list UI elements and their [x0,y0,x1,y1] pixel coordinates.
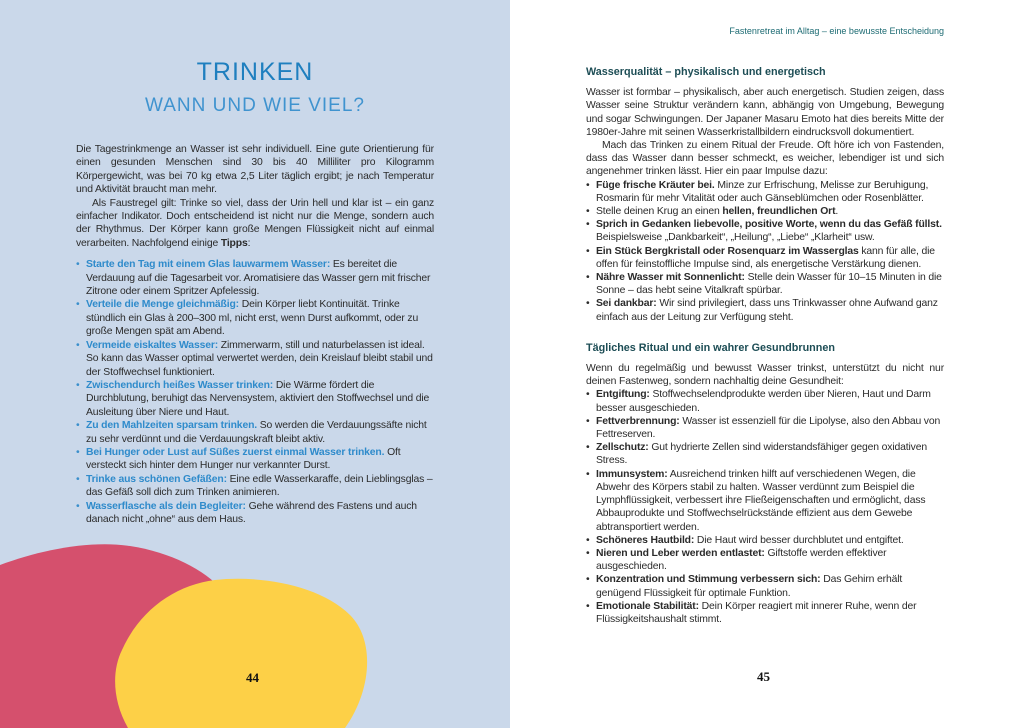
rule-end: : [247,237,251,249]
item-text: kann für alle, die offen für feinstoffliche Impulse sind, als energetische Verstärkung dienen. [596,245,935,270]
item-bold: Entgiftung: [596,389,650,401]
tip-text: Eine edle Wasserkaraffe, dein Lieblingsglas – das Gefäß soll dich zum Trinken animieren. [86,473,433,499]
tip-text: Zimmerwarm, still und naturbelassen ist ideal. So kann das Wasser optimal verwertet werden, dein Kreislauf bleibt stabil und der Stoffwechsel funktioniert. [86,339,433,378]
list-item [586,271,944,297]
list-item [76,473,434,500]
tip-title: Trinke aus schönen Gefäßen: [86,473,227,485]
tip-title: Zwischendurch heißes Wasser trinken: [86,379,274,391]
list-item [76,298,434,338]
list-item [586,468,944,534]
item-text: Wir sind privilegiert, dass uns Trinkwasser ohne Aufwand ganz einfach aus der Leitung zur Verfügung steht. [596,298,938,323]
intro-paragraph: Die Tagestrinkmenge an Wasser ist sehr individuell. Eine gute Orientierung für einen gesunden Menschen sind 30 bis 40 Milliliter pro Kilogramm Körpergewicht, was bei 70 kg etwa 2,5 Liter täglich ergibt; je nach Temperatur und Aktivität braucht man mehr. [76,144,434,196]
item-bold: hellen, freundlichen Ort [722,206,836,218]
item-text: . [835,206,839,218]
item-bold: Schöneres Hautbild: [596,534,695,546]
item-pre: Stelle deinen Krug an einen [596,206,723,218]
benefits-list [586,388,944,626]
rule-paragraph [76,197,434,251]
page-number: 44 [246,670,259,685]
left-body [76,143,434,526]
tip-title: Zu den Mahlzeiten sparsam trinken. [86,420,258,432]
tip-text: Oft versteckt sich hinter dem Hunger nur verkannter Durst. [86,446,401,472]
tips-list [76,258,434,526]
paragraph: Mach das Trinken zu einem Ritual der Freude. Oft höre ich von Fastenden, dass das Wasser dann besser schmeckt, es weicher, lebendiger ist und sich angenehmer trinken lässt. Hier ein paar Impulse dazu: [586,140,944,178]
running-header: Fastenretreat im Alltag – eine bewusste Entscheidung [729,26,944,36]
list-item [586,179,944,205]
page-number: 45 [757,669,770,684]
item-bold: Emotionale Stabilität: [596,600,699,612]
list-item [586,245,944,271]
right-body [586,66,944,626]
item-text: Dein Körper reagiert mit innerer Ruhe, wenn der Flüssigkeitshaushalt stimmt. [596,600,917,625]
list-item [586,573,944,599]
page-title: TRINKEN [196,58,314,86]
list-item [76,339,434,379]
tip-title: Bei Hunger oder Lust auf Süßes zuerst einmal Wasser trinken. [86,446,385,458]
list-item [76,258,434,298]
paragraph: Wenn du regelmäßig und bewusst Wasser trinkst, unterstützt du nicht nur deinen Fastenweg, sondern nachhaltig deine Gesundheit: [586,363,944,388]
list-item [76,500,434,527]
tip-text: Dein Körper liebt Kontinuität. Trinke stündlich ein Glas à 200–300 ml, nicht erst, wenn Durst aufkommt, oder zu große Mengen spät am Abend. [86,299,419,338]
item-text: Das Gehirn erhält genügend Flüssigkeit für optimale Funktion. [596,574,903,599]
item-bold: Sei dankbar: [596,298,657,310]
impulse-list [586,179,944,324]
item-bold: Immunsystem: [596,468,668,480]
section-daily-ritual [586,342,944,626]
item-text: Stoffwechselendprodukte werden über Nieren, Haut und Darm besser ausgeschieden. [596,389,931,414]
item-text: Gut hydrierte Zellen sind widerstandsfähiger gegen oxidativen Stress. [596,442,927,467]
page-subtitle: WANN UND WIE VIEL? [145,95,365,116]
item-bold: Konzentration und Stimmung verbessern sich: [596,574,821,586]
item-text: Stelle dein Wasser für 10–15 Minuten in die Sonne – das hebt seine Vitalkraft spürbar. [596,272,942,297]
list-item [586,534,944,547]
rule-text: Als Faustregel gilt: Trinke so viel, dass der Urin hell und klar ist – ein ganz einfacher Indikator. Doch entscheidend ist nicht nur die Menge, sondern auch der Rhythmus. Der Körper kann große Mengen Flüssigkeit nicht auf einmal verarbeiten. Nachfolgend einige [76,197,434,249]
item-text: Wasser ist essenziell für die Lipolyse, also den Abbau von Fettreserven. [596,415,941,441]
tip-text: Es bereitet die Verdauung auf die Tagesarbeit vor. Aromatisiere das Wasser gern mit frischer Zitrone oder einem Spritzer Apfelessig. [86,259,431,298]
paragraph: Wasser ist formbar – physikalisch, aber auch energetisch. Studien zeigen, dass Wasser seine Struktur verändern kann, abhängig von Umgebung, Bewegung und sogar Schwingungen. Der Japaner Masaru Emoto hat dies bereits Mitte der 1980er-Jahre mit seinen Wasserkristallbildern eindrucksvoll dokumentiert. [586,87,944,138]
item-bold: Nähre Wasser mit Sonnenlicht: [596,272,745,284]
section-water-quality [586,66,944,324]
tip-title: Wasserflasche als dein Begleiter: [86,500,246,512]
section-heading: Tägliches Ritual und ein wahrer Gesundbrunnen [586,341,835,354]
list-item [586,297,944,323]
item-text: Die Haut wird besser durchblutet und entgiftet. [694,534,904,546]
tip-title: Vermeide eiskaltes Wasser: [86,339,219,351]
tip-text: So werden die Verdauungssäfte nicht zu sehr verdünnt und die Verdauungskraft bleibt aktiv. [86,420,427,445]
tip-title: Verteile die Menge gleichmäßig: [86,299,239,311]
item-bold: Sprich in Gedanken liebevolle, positive Worte, wenn du das Gefäß füllst. [596,219,942,231]
list-item [586,388,944,414]
item-bold: Fettverbrennung: [596,415,680,427]
tip-text: Die Wärme fördert die Durchblutung, beruhigt das Nervensystem, aktiviert den Stoffwechsel und die Ausleitung über Niere und Haut. [86,379,430,418]
list-item [586,415,944,441]
right-page [510,0,1020,728]
list-item [586,600,944,626]
section-heading: Wasserqualität – physikalisch und energetisch [586,66,826,78]
item-bold: Füge frische Kräuter bei. [596,179,715,191]
tips-label: Tipps [220,237,248,249]
list-item [76,446,434,473]
tip-title: Starte den Tag mit einem Glas lauwarmem Wasser: [86,259,331,271]
item-text: Minze zur Erfrischung, Melisse zur Beruhigung, Rosmarin für mehr Vitalität oder auch Gänseblümchen oder Rosenblätter. [596,179,929,204]
list-item [586,547,944,573]
item-bold: Nieren und Leber werden entlastet: [596,547,765,559]
tip-text: Gehe während des Fastens und auch danach nicht „ohne“ aus dem Haus. [86,500,417,525]
item-bold: Zellschutz: [596,442,649,454]
item-text: Beispielsweise „Dankbarkeit“, „Heilung“, „Liebe“ „Klarheit“ usw. [596,232,875,244]
list-item [76,419,434,446]
list-item [586,205,944,218]
item-text: Giftstoffe werden effektiver ausgeschieden. [596,547,887,573]
list-item [76,379,434,419]
list-item [586,441,944,467]
list-item [586,218,944,244]
item-bold: Ein Stück Bergkristall oder Rosenquarz im Wasserglas [596,245,859,257]
item-text: Ausreichend trinken hilft auf verschiedenen Wegen, die Abwehr des Körpers stabil zu halten. Wasser verdünnt zum Beispiel die Lymphflüssigkeit, verbessert ihre Fließeigenschaften und ermöglicht, dass Abbauprodukte und Stoffwechselrückstände effizient aus dem Gewebe abtransportiert werden. [596,468,926,533]
